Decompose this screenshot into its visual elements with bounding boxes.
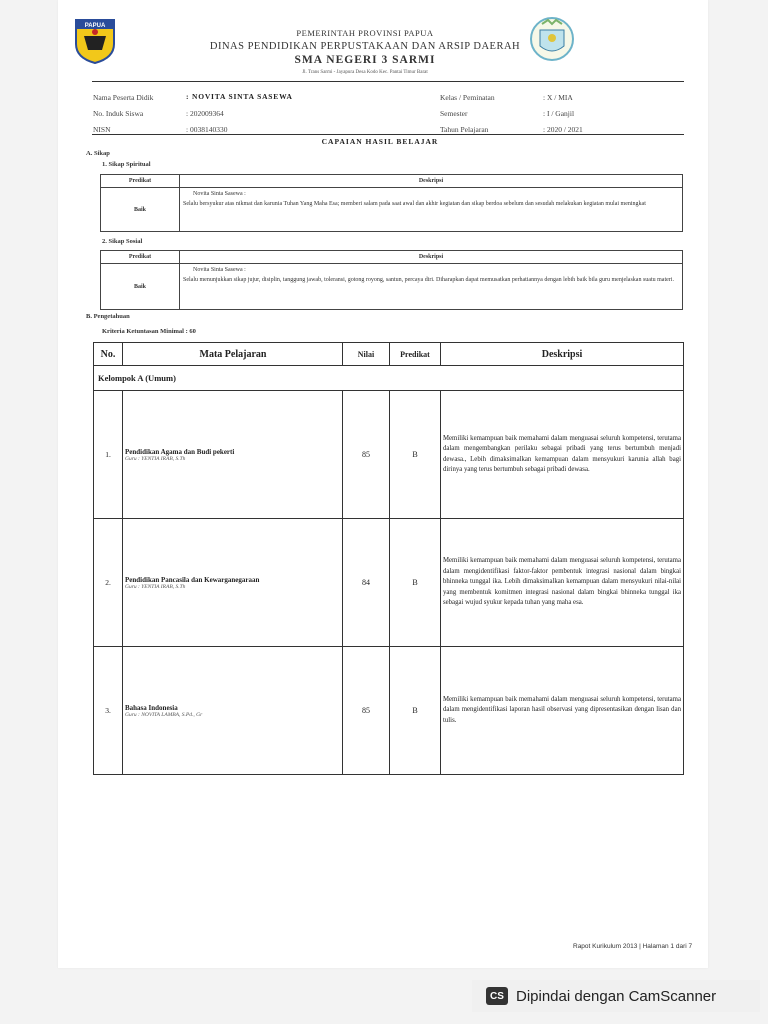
knowledge-grades-table [93, 342, 684, 775]
description: Memiliki kemampuan baik memahami dalam menguasai seluruh kompetensi, terutama dalam mengidentifikasi laporan hasil observasi yang dipresentasikan dengan lisan dan tulis. [441, 647, 684, 775]
subject-cell [123, 391, 343, 519]
social-predikat: Baik [101, 264, 180, 310]
predikat: B [390, 391, 441, 519]
pengetahuan-heading: B. Pengetahuan [86, 313, 130, 320]
student-name-value: : NOVITA SINTA SASEWA [186, 92, 293, 101]
section-title: CAPAIAN HASIL BELAJAR [321, 137, 439, 146]
camscanner-icon: CS [486, 987, 508, 1005]
subject-cell [123, 647, 343, 775]
col-description: Deskripsi [441, 343, 684, 366]
col-score: Nilai [343, 343, 390, 366]
social-heading: 2. Sikap Sosial [102, 238, 143, 245]
col-deskripsi: Deskripsi [180, 175, 683, 188]
teacher-name: Guru : YENTIA IRAB, S.Th [125, 455, 186, 462]
spiritual-predikat: Baik [101, 188, 180, 232]
spiritual-desc-text: Selalu bersyukur atas nikmat dan karunia Tuhan Yang Maha Esa; memberi salam pada saat awal dan akhir kegiatan dan sikap berdoa sebelum dan sesudah melakukan kegiatan mulai meningkat [183, 201, 646, 207]
student-name-label: Nama Peserta Didik [93, 93, 154, 102]
predikat: B [390, 519, 441, 647]
header-divider [92, 81, 684, 82]
col-no: No. [94, 343, 123, 366]
subject-name: Pendidikan Agama dan Budi pekerti [125, 447, 235, 456]
subject-name: Bahasa Indonesia [125, 703, 178, 712]
student-nisn-label: NISN [93, 125, 111, 134]
score: 85 [343, 647, 390, 775]
social-description [180, 264, 683, 310]
score: 85 [343, 391, 390, 519]
header-address: Jl. Trans Sarmi - Jayapura Desa Kodo Kec. Pantai Timur Barat [302, 70, 428, 75]
social-student-name: Novita Sinta Sasewa : [193, 267, 246, 273]
header-school-name: SMA NEGERI 3 SARMI [294, 54, 436, 66]
spiritual-attitude-table [100, 174, 683, 232]
papua-province-logo [68, 14, 122, 64]
academic-year-label: Tahun Pelajaran [440, 125, 489, 134]
spiritual-student-name: Novita Sinta Sasewa : [193, 191, 246, 197]
social-attitude-table [100, 250, 683, 310]
teacher-name: Guru : NOVITA LAMBA, S.Pd., Gr [125, 711, 203, 718]
info-divider [92, 134, 684, 135]
camscanner-text: Dipindai dengan CamScanner [516, 987, 717, 1005]
subject-name: Pendidikan Pancasila dan Kewarganegaraan [125, 575, 260, 584]
academic-year-value: : 2020 / 2021 [543, 125, 583, 134]
table-row [94, 519, 684, 647]
semester-value: : I / Ganjil [543, 109, 575, 118]
description: Memiliki kemampuan baik memahami dalam menguasai seluruh kompetensi, terutama dalam mengembangkan perilaku sebagai pribadi yang terus bertumbuh menjadi dewasa., Lebih dimaksimalkan kemampuan dalam mensyukuri karunia allah bagi dirinya yang terus bertumbuh sebagai pribadi dewasa. [441, 391, 684, 519]
page-footer: Rapot Kurikulum 2013 | Halaman 1 dari 7 [573, 943, 693, 950]
table-row [94, 647, 684, 775]
col-subject: Mata Pelajaran [123, 343, 343, 366]
row-number: 2. [94, 519, 123, 647]
spiritual-heading: 1. Sikap Spiritual [102, 161, 151, 168]
group-label: Kelompok A (Umum) [94, 366, 684, 391]
col-deskripsi: Deskripsi [180, 251, 683, 264]
student-nis-label: No. Induk Siswa [93, 109, 144, 118]
svg-text:PAPUA: PAPUA [84, 23, 106, 29]
class-label: Kelas / Peminatan [440, 93, 495, 102]
predikat: B [390, 647, 441, 775]
sikap-heading: A. Sikap [86, 150, 110, 157]
row-number: 1. [94, 391, 123, 519]
row-number: 3. [94, 647, 123, 775]
header-department: DINAS PENDIDIKAN PERPUSTAKAAN DAN ARSIP DAERAH [209, 41, 521, 52]
camscanner-watermark [472, 980, 760, 1012]
subject-cell [123, 519, 343, 647]
col-predikat: Predikat [101, 175, 180, 188]
description: Memiliki kemampuan baik memahami dalam menguasai seluruh kompetensi, terutama dalam mengidentifikasi faktor-faktor pembentuk integrasi nasional dalam bingkai bhinneka tunggal ika. Lebih dimaksimalkan kemampuan dalam mensyukuri nilai-nilai yang membentuk komitmen integrasi nasional dalam bingkai bhinneka tunggal ika sebagai wujud syukur kepada tuhan yang maha esa. [441, 519, 684, 647]
table-row [94, 391, 684, 519]
score: 84 [343, 519, 390, 647]
col-predikat: Predikat [390, 343, 441, 366]
header-government: PEMERINTAH PROVINSI PAPUA [296, 28, 434, 38]
semester-label: Semester [440, 109, 468, 118]
social-desc-text: Selalu menunjukkan sikap jujur, disiplin, tanggung jawab, toleransi, gotong royong, santun, percaya diri. Diharapkan dapat memusatkan perhatiannya dengan lebih baik bila guru menjelaskan suatu materi. [183, 277, 674, 283]
student-nis-value: : 202009364 [186, 109, 224, 118]
teacher-name: Guru : YENTIA IRAB, S.Th [125, 583, 186, 590]
kkm-label: Kriteria Ketuntasan Minimal : 60 [102, 328, 196, 335]
col-predikat: Predikat [101, 251, 180, 264]
class-value: : X / MIA [543, 93, 573, 102]
spiritual-description [180, 188, 683, 232]
student-nisn-value: : 0038140330 [186, 125, 228, 134]
